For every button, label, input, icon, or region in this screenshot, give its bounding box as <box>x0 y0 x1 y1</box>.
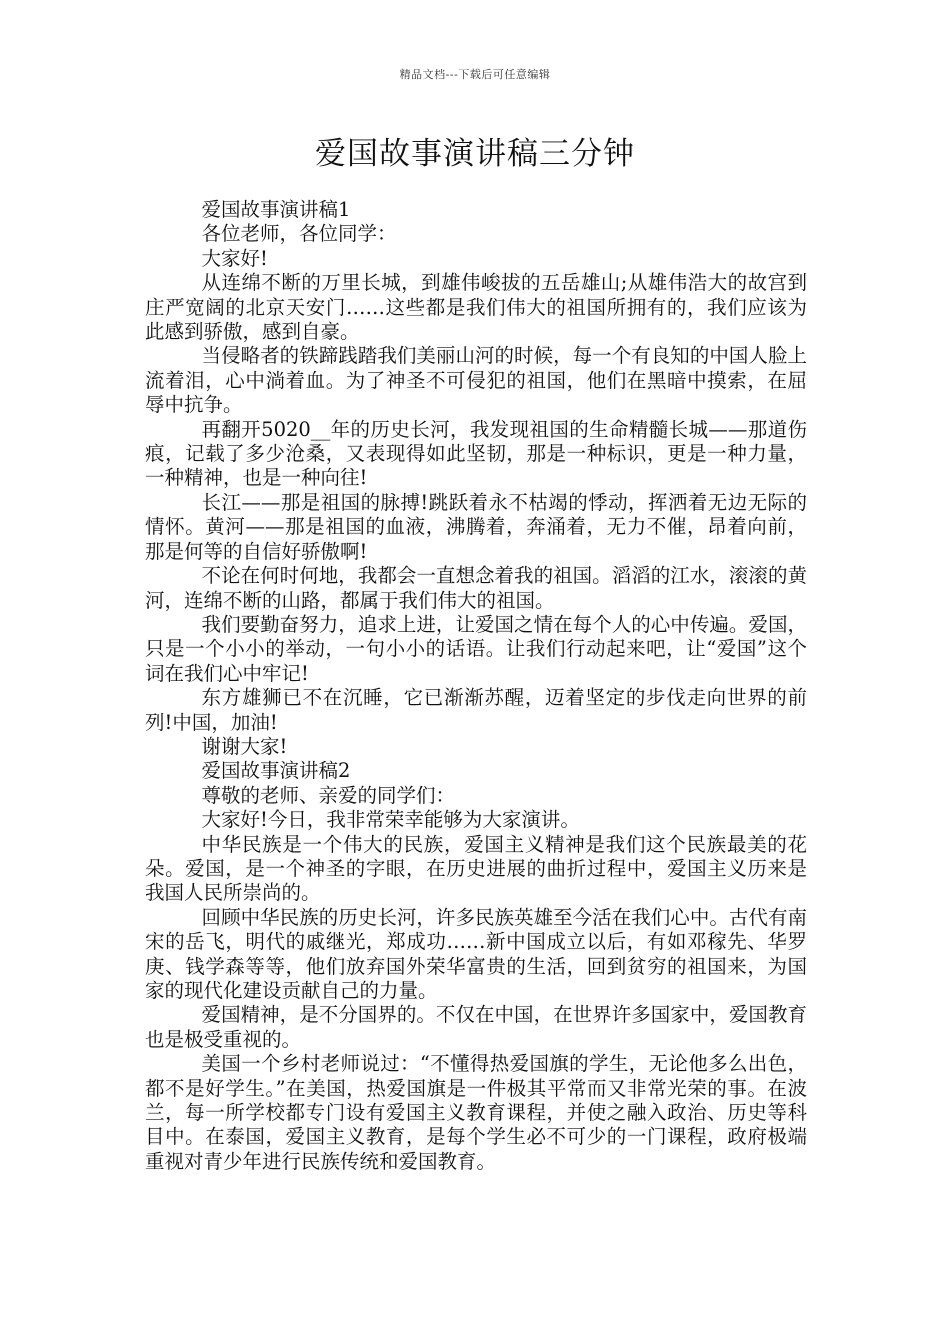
paragraph: 尊敬的老师、亲爱的同学们： <box>201 783 456 807</box>
paragraph: 美国一个乡村老师说过：“不懂得热爱国旗的学生，无论他多么出色，都不是好学生。”在美国，热爱国旗是一件极其平常而又非常光荣的事。在波兰，每一所学校都专门设有爱国主义教育课程，并使之融入政治、历史等科目中。在泰国，爱国主义教育，是每个学生必不可少的一门课程，政府极端重视对青少年进行民族传统和爱国教育。 <box>145 1052 807 1173</box>
paragraph: 爱国精神，是不分国界的。不仅在中国，在世界许多国家中，爱国教育也是极受重视的。 <box>145 1003 807 1051</box>
header-note: 精品文档---下载后可任意编辑 <box>399 68 551 81</box>
document-body <box>145 198 807 1174</box>
paragraph: 不论在何时何地，我都会一直想念着我的祖国。滔滔的江水，滚滚的黄河，连绵不断的山路，都属于我们伟大的祖国。 <box>145 564 807 612</box>
paragraph: 中华民族是一个伟大的民族，爱国主义精神是我们这个民族最美的花朵。爱国，是一个神圣的字眼，在历史进展的曲折过程中，爱国主义历来是我国人民所崇尚的。 <box>145 832 807 905</box>
paragraph: 各位老师，各位同学： <box>201 222 397 246</box>
paragraph: 东方雄狮已不在沉睡，它已渐渐苏醒，迈着坚定的步伐走向世界的前列!中国，加油! <box>145 686 807 734</box>
paragraph: 回顾中华民族的历史长河，许多民族英雄至今活在我们心中。古代有南宋的岳飞，明代的戚继光，郑成功……新中国成立以后，有如邓稼先、华罗庚、钱学森等等，他们放弃国外荣华富贵的生活，回到贫穷的祖国来，为国家的现代化建设贡献自己的力量。 <box>145 905 807 1002</box>
paragraph: 我们要勤奋努力，追求上进，让爱国之情在每个人的心中传遍。爱国，只是一个小小的举动，一句小小的话语。让我们行动起来吧，让“爱国”这个词在我们心中牢记! <box>145 612 807 685</box>
paragraph: 再翻开5020__年的历史长河，我发现祖国的生命精髓长城——那道伤痕，记载了多少沧桑，又表现得如此坚韧，那是一种标识，更是一种力量，一种精神，也是一种向往! <box>145 417 807 490</box>
paragraph: 爱国故事演讲稿1 <box>201 198 351 221</box>
page-title: 爱国故事演讲稿三分钟 <box>315 136 635 172</box>
paragraph: 爱国故事演讲稿2 <box>201 759 351 783</box>
paragraph: 大家好! <box>201 246 268 270</box>
paragraph: 从连绵不断的万里长城，到雄伟峻拔的五岳雄山;从雄伟浩大的故宫到庄严宽阔的北京天安门……这些都是我们伟大的祖国所拥有的，我们应该为此感到骄傲，感到自豪。 <box>145 271 807 344</box>
paragraph: 大家好!今日，我非常荣幸能够为大家演讲。 <box>201 808 580 832</box>
paragraph: 当侵略者的铁蹄践踏我们美丽山河的时候，每一个有良知的中国人脸上流着泪，心中淌着血。为了神圣不可侵犯的祖国，他们在黑暗中摸索，在屈辱中抗争。 <box>145 344 807 417</box>
paragraph: 长江——那是祖国的脉搏!跳跃着永不枯竭的悸动，挥洒着无边无际的情怀。黄河——那是祖国的血液，沸腾着，奔涌着，无力不催，昂着向前，那是何等的自信好骄傲啊! <box>145 490 807 563</box>
paragraph: 谢谢大家! <box>201 734 288 758</box>
